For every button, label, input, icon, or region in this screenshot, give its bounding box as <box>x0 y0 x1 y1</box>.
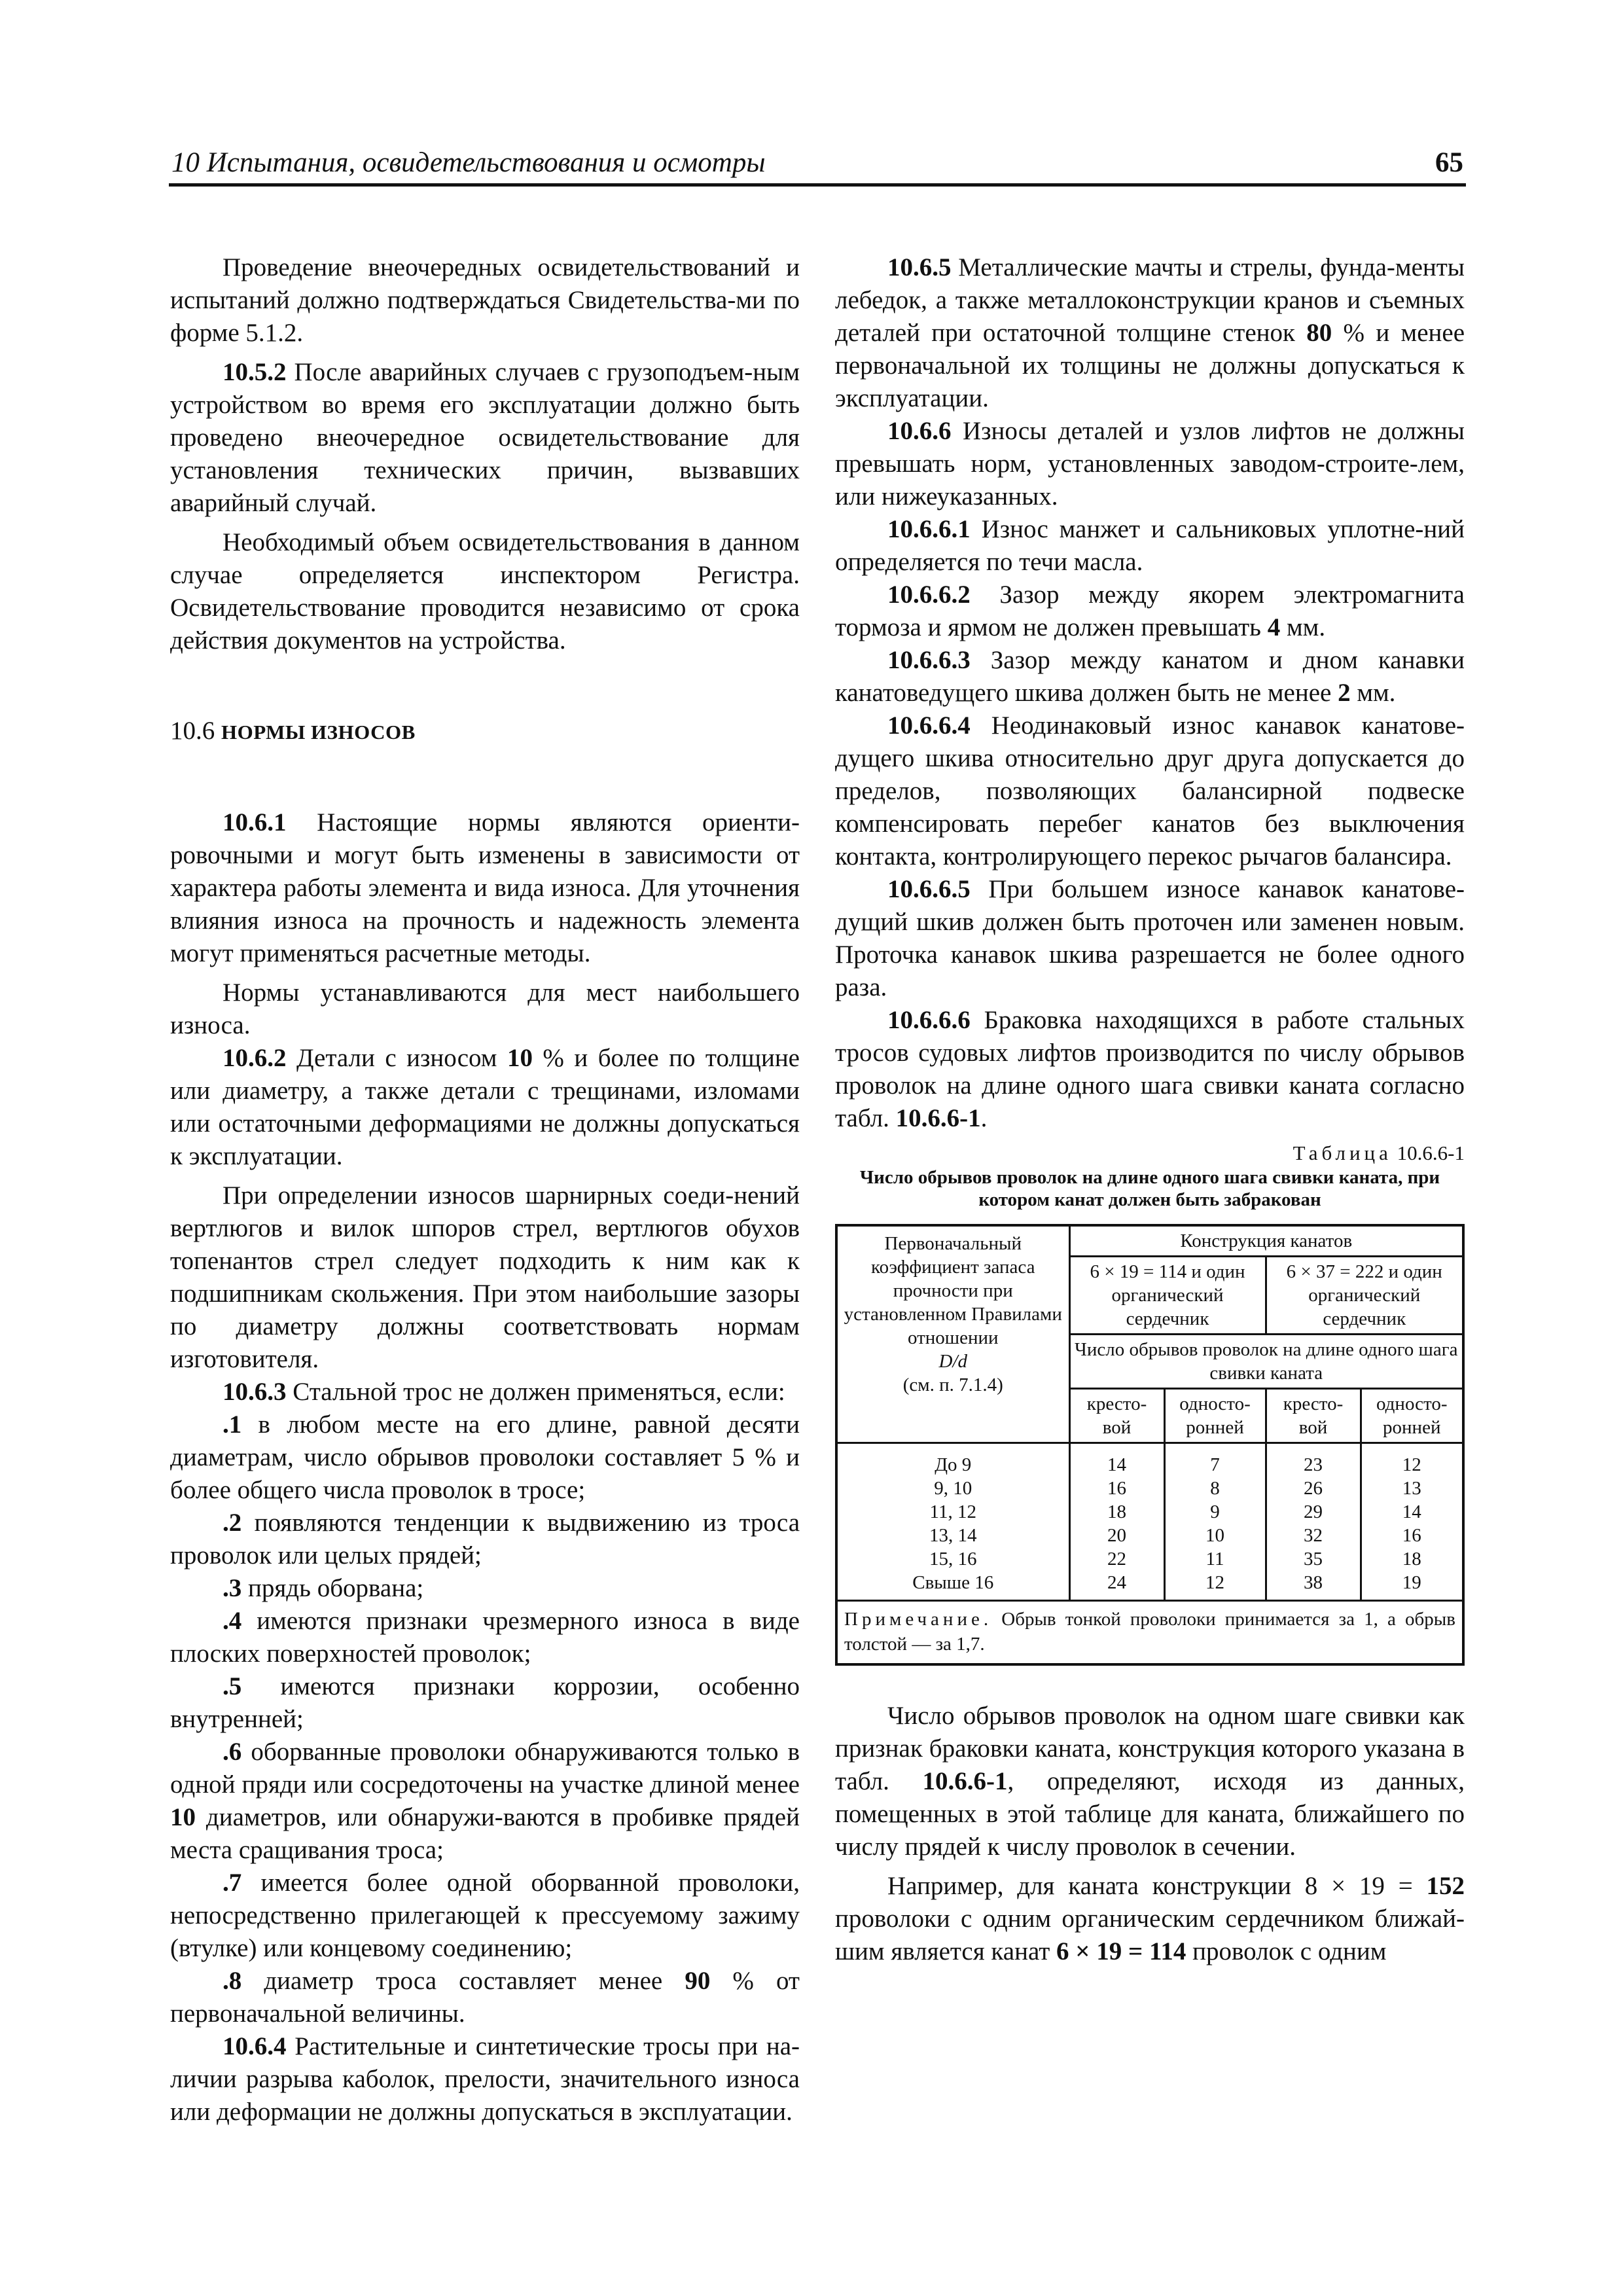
table-10-6-6-1 <box>835 1224 1465 1666</box>
clause-number: 10.6.6.3 <box>887 646 971 674</box>
list-item: .6 оборванные проволоки обнаруживаются только в одной пряди или сосредоточены на участке длиной менее 10 диаметров, или обнаружи-ваются в пробивке прядей места сращивания троса; <box>170 1738 800 1864</box>
list-item: .1 в любом месте на его длине, равной десяти диаметрам, число обрывов проволоки составляет 5 % и более общего числа проволок в тросе; <box>170 1410 800 1504</box>
clause-number: 10.6.6 <box>887 417 952 445</box>
construction-header: 6 × 37 = 222 и один органический сердечник <box>1266 1257 1462 1335</box>
clause-10-6-6-2: 10.6.6.2 Зазор между якорем электромагнита тормоза и ярмом не должен превышать 4 мм. <box>835 581 1465 641</box>
list-item: .2 появляются тенденции к выдвижению из троса проволок или целых прядей; <box>170 1509 800 1570</box>
list-item: .5 имеются признаки коррозии, особенно внутренней; <box>170 1672 800 1733</box>
lay-header: кресто-вой <box>1069 1389 1164 1443</box>
clause-10-6-6-5: 10.6.6.5 При большем износе канавок канатове-дущий шкив должен быть проточен или заменен новым. Проточка канавок шкива разрешается не более одного раза. <box>835 875 1465 1001</box>
list-item: .7 имеется более одной оборванной проволоки, непосредственно прилегающей к прессуемому зажиму (втулке) или концевому соединению; <box>170 1869 800 1962</box>
construction-header: 6 × 19 = 114 и один органический сердечник <box>1069 1257 1266 1335</box>
data-table <box>838 1227 1462 1600</box>
table-row: 15, 16 22 11 35 18 <box>838 1547 1462 1571</box>
clause-10-6-2: 10.6.2 Детали с износом 10 % и более по толщине или диаметру, а также детали с трещинами, изломами или остаточными деформациями не должны допускаться к эксплуатации. <box>170 1044 800 1170</box>
table-row: 13, 14 20 10 32 16 <box>838 1524 1462 1547</box>
clause-number: 10.6.6.4 <box>887 711 971 740</box>
right-column <box>835 251 1465 1968</box>
list-item: .3 прядь оборвана; <box>223 1574 424 1602</box>
paragraph: Нормы устанавливаются для мест наибольшего износа. <box>170 978 800 1039</box>
clause-number: 10.6.6.6 <box>887 1006 971 1034</box>
lay-header: односто-ронней <box>1361 1389 1462 1443</box>
clause-10-6-6-3: 10.6.6.3 Зазор между канатом и дном канавки канатоведущего шкива должен быть не менее 2 мм. <box>835 646 1465 707</box>
header-section-title: 10 Испытания, освидетельствования и осмотры <box>171 147 766 178</box>
clause-number: 10.6.1 <box>223 808 287 836</box>
left-column <box>170 251 800 2128</box>
clause-number: 10.6.3 <box>223 1378 287 1406</box>
column-group-header: Конструкция канатов <box>1069 1227 1462 1257</box>
table-row: Свыше 16 24 12 38 19 <box>838 1571 1462 1600</box>
ratio-symbol: D/d <box>938 1351 967 1372</box>
clause-10-6-5: 10.6.5 Металлические мачты и стрелы, фунда-менты лебедок, а также металлоконструкции кранов и съемных деталей при остаточной толщине стенок 80 % и менее первоначальной их толщины не должны допускаться к эксплуатации. <box>835 253 1465 412</box>
clause-number: 10.6.5 <box>887 253 952 281</box>
clause-number: 10.5.2 <box>223 358 287 386</box>
lay-header: односто-ронней <box>1164 1389 1266 1443</box>
paragraph: Проведение внеочередных освидетельствований и испытаний должно подтверждаться Свидетельства-ми по форме 5.1.2. <box>170 253 800 347</box>
table-row: 9, 10 16 8 26 13 <box>838 1477 1462 1500</box>
clause-number: 10.6.6.5 <box>887 875 971 903</box>
running-header <box>169 143 1466 187</box>
clause-10-6-6-4: 10.6.6.4 Неодинаковый износ канавок канатове-дущего шкива относительно друг друга допускается до пределов, позволяющих балансирной подвеске компенсировать перебег канатов без выключения контакта, контролирующего перекос рычагов балансира. <box>835 711 1465 870</box>
lay-header: кресто-вой <box>1266 1389 1361 1443</box>
clause-number: 10.6.6.2 <box>887 581 971 609</box>
table-label: Таблица 10.6.6-1 <box>1293 1141 1465 1164</box>
column-subgroup-header: Число обрывов проволок на длине одного шага свивки каната <box>1069 1335 1462 1389</box>
page-number: 65 <box>1435 147 1463 178</box>
table-caption: Число обрывов проволок на длине одного шага свивки каната, при котором канат должен быть забракован <box>859 1167 1440 1210</box>
clause-10-6-4: 10.6.4 Растительные и синтетические тросы при на-личии разрыва каболок, прелости, значительного износа или деформации не должны допускаться в эксплуатации. <box>170 2032 800 2126</box>
paragraph: Например, для каната конструкции 8 × 19 = 152 проволоки с одним органическим сердечником ближай-шим является канат 6 × 19 = 114 проволок с одним <box>835 1872 1465 1965</box>
paragraph: Необходимый объем освидетельствования в данном случае определяется инспектором Регистра. Освидетельствование проводится независимо от срока действия документов на устройства. <box>170 528 800 655</box>
clause-10-6-6: 10.6.6 Износы деталей и узлов лифтов не должны превышать норм, установленных заводом-строите-лем, или нижеуказанных. <box>835 417 1465 511</box>
clause-10-5-2: 10.5.2 После аварийных случаев с грузоподъем-ным устройством во время его эксплуатации должно быть проведено внеочередное освидетельствование для установления технических причин, вызвавших аварийный случай. <box>170 358 800 517</box>
table-row: До 9 14 7 23 12 <box>838 1443 1462 1477</box>
table-row: 11, 12 18 9 29 14 <box>838 1500 1462 1524</box>
clause-10-6-6-6: 10.6.6.6 Браковка находящихся в работе стальных тросов судовых лифтов производится по числу обрывов проволок на длине одного шага свивки каната согласно табл. 10.6.6-1. <box>835 1006 1465 1132</box>
clause-10-6-6-1: 10.6.6.1 Износ манжет и сальниковых уплотне-ний определяется по течи масла. <box>835 515 1465 576</box>
clause-10-6-1: 10.6.1 Настоящие нормы являются ориенти-ровочными и могут быть изменены в зависимости от характера работы элемента и вида износа. Для уточнения влияния износа на прочность и надежность элемента могут применяться расчетные методы. <box>170 808 800 967</box>
paragraph: Число обрывов проволок на одном шаге свивки как признак браковки каната, конструкция которого указана в табл. 10.6.6-1, определяют, исходя из данных, помещенных в этой таблице для каната, ближайшего по числу прядей к числу проволок в сечении. <box>835 1702 1465 1861</box>
clause-10-6-3: 10.6.3 Стальной трос не должен применяться, если: <box>223 1378 785 1406</box>
clause-number: 10.6.2 <box>223 1044 287 1072</box>
list-item: .4 имеются признаки чрезмерного износа в виде плоских поверхностей проволок; <box>170 1607 800 1668</box>
paragraph: При определении износов шарнирных соеди-нений вертлюгов и вилок шпоров стрел, вертлюгов обухов топенантов стрел следует подходить к ним как к подшипникам скольжения. При этом наибольшие зазоры по диаметру должны соответствовать нормам изготовителя. <box>170 1181 800 1373</box>
clause-number: 10.6.4 <box>223 2032 287 2060</box>
table-note: Примечание. Обрыв тонкой проволоки принимается за 1, а обрыв толстой — за 1,7. <box>838 1600 1462 1663</box>
list-item: .8 диаметр троса составляет менее 90 % от первоначальной величины. <box>170 1967 800 2028</box>
section-heading: 10.6 НОРМЫ ИЗНОСОВ <box>170 717 416 745</box>
stub-header-cell: Первоначальный коэффициент запаса прочности при установленном Правилами отношении D/d (см. п. 7.1.4) <box>838 1227 1069 1443</box>
clause-number: 10.6.6.1 <box>887 515 971 543</box>
